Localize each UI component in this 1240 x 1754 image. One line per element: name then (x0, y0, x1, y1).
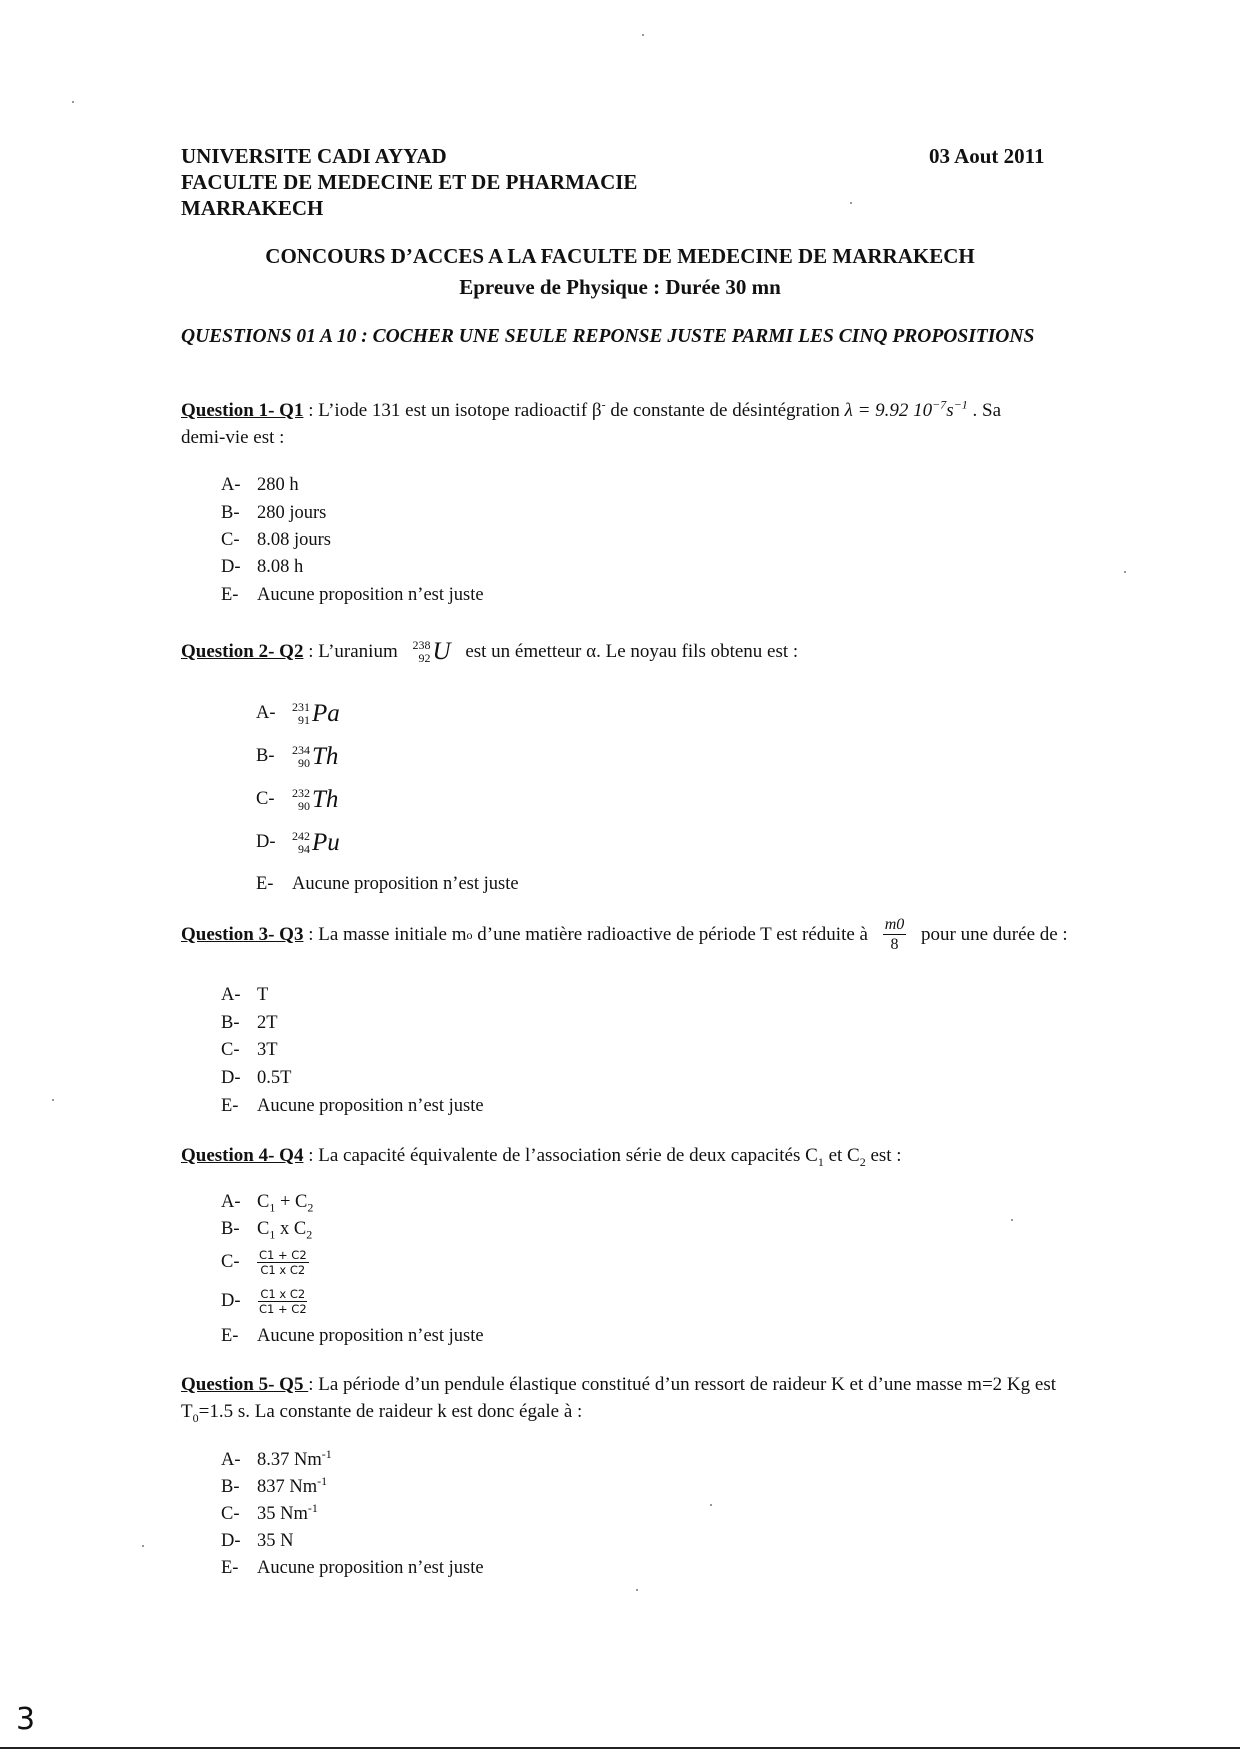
question-label: Question 4- Q4 (181, 1145, 304, 1166)
q1-option-e: E- Aucune proposition n’est juste (221, 585, 484, 605)
question-label: Question 2- Q2 (181, 641, 304, 662)
q4-option-d: D- $\frac{\text{C1 x C2}}{C1 + C2}$ (221, 1287, 307, 1316)
q5-option-b: B- 837 $Nm^{-1}$ (221, 1473, 328, 1497)
q2-option-a: A- 231 91 Pa (256, 699, 340, 727)
q5-option-c: C- 35 $Nm^{-1}$ (221, 1500, 318, 1524)
question-1-line2: demi-vie est : (181, 427, 285, 448)
page-number: 3 (16, 1702, 36, 1737)
faculty-name: FACULTE DE MEDECINE ET DE PHARMACIE (181, 170, 638, 194)
question-4: Question 4- Q4 : La capacité équivalente de l’association série de deux capacités $C_1$ et $C_2$ est : (181, 1145, 902, 1169)
q1-option-a: A- 280 h (221, 475, 299, 495)
q4-option-b: B- $C_1$ x $C_2$ (221, 1219, 313, 1242)
q3-option-d: D- 0.5T (221, 1068, 292, 1088)
q2-option-b: B- 234 90 Th (256, 742, 339, 770)
exam-subtitle: Epreuve de Physique : Durée 30 mn (459, 275, 781, 299)
q5-option-a: A- 8.37 $Nm^{-1}$ (221, 1446, 332, 1470)
scan-edge-line (0, 1747, 1240, 1749)
question-label: Question 5- Q5 (181, 1374, 309, 1395)
q5-option-e: E- Aucune proposition n’est juste (221, 1558, 484, 1578)
exam-title: CONCOURS D’ACCES A LA FACULTE DE MEDECINE DE MARRAKECH (265, 244, 975, 268)
q2-option-e: E- Aucune proposition n’est juste (256, 874, 519, 894)
q4-option-c: C- $\frac{C1 + C2}{\text{C1 x C2}}$ (221, 1248, 307, 1277)
question-2: Question 2- Q2 : L’uranium 238 92 U est un émetteur α. Le noyau fils obtenu est : (181, 637, 799, 665)
question-1: Question 1- Q1 : L’iode 131 est un isotope radioactif β- de constante de désintégration λ = 9.92 $10^{-7}s^{-1}$ . Sa (181, 397, 1002, 421)
exam-date: 03 Aout 2011 (929, 144, 1045, 168)
q3-option-c: C- 3T (221, 1040, 278, 1060)
q1-option-c: C- 8.08 jours (221, 530, 331, 550)
question-5-line2: $T_0=1.5$ s. La constante de raideur k est donc égale à : (181, 1401, 583, 1425)
question-label: Question 3- Q3 (181, 924, 304, 945)
decay-constant: λ = 9.92 $10^{-7}s^{-1}$ (844, 397, 968, 421)
q4-option-a: A- $C_1 + C_2$ (221, 1192, 314, 1215)
question-5: Question 5- Q5 : La période d’un pendule élastique constitué d’un ressort de raideur K et d’une masse m=2 Kg est (181, 1374, 1057, 1395)
q4-option-e: E- Aucune proposition n’est juste (221, 1326, 484, 1346)
university-name: UNIVERSITE CADI AYYAD (181, 144, 447, 168)
q5-option-d: D- 35 N (221, 1531, 294, 1551)
q3-option-b: B- 2T (221, 1013, 278, 1033)
uranium-nuclide: 238 92 U (412, 637, 451, 665)
q2-option-c: C- 232 90 Th (256, 785, 339, 813)
question-3: Question 3- Q3 : La masse initiale m o d’une matière radioactive de période T est réduite à $\frac{m0}{8}$ pour une durée de : (181, 916, 1068, 953)
q3-option-e: E- Aucune proposition n’est juste (221, 1096, 484, 1116)
city-name: MARRAKECH (181, 196, 324, 220)
q1-option-d: D- 8.08 h (221, 557, 304, 577)
q1-option-b: B- 280 jours (221, 503, 327, 523)
instructions: QUESTIONS 01 A 10 : COCHER UNE SEULE REPONSE JUSTE PARMI LES CINQ PROPOSITIONS (181, 326, 1035, 347)
mass-fraction: $\frac{m0}{8}$ (884, 916, 905, 953)
q3-option-a: A- T (221, 985, 269, 1005)
q2-option-d: D- 242 94 Pu (256, 828, 340, 856)
question-label: Question 1- Q1 (181, 400, 304, 421)
